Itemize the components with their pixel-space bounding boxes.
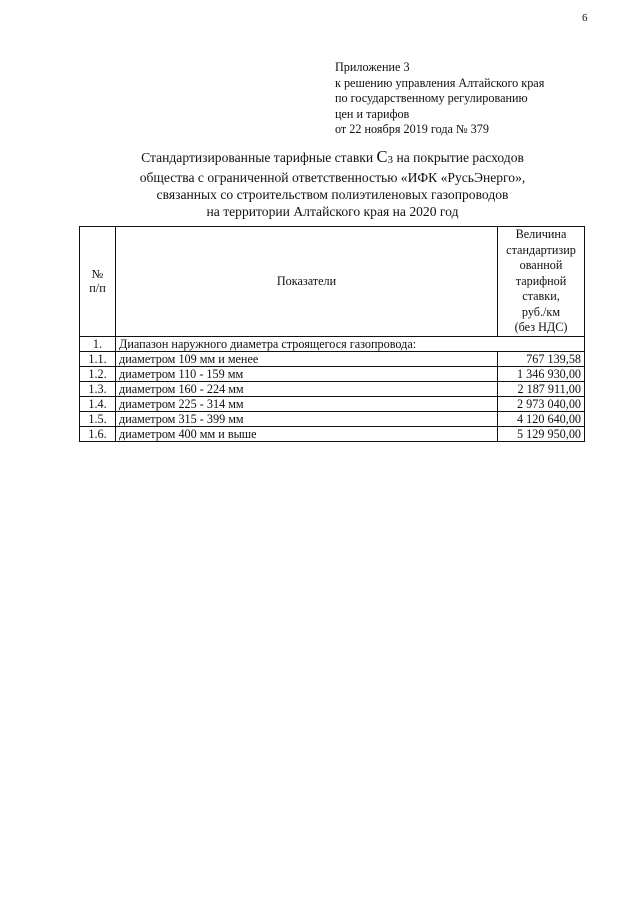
row-indicator: диаметром 400 мм и выше (116, 426, 498, 441)
title-line-1 (80, 148, 585, 169)
header-indicator: Показатели (116, 227, 498, 337)
row-value: 1 346 930,00 (498, 366, 585, 381)
row-value: 2 973 040,00 (498, 396, 585, 411)
row-value: 767 139,58 (498, 351, 585, 366)
appendix-line: Приложение 3 (335, 60, 410, 74)
row-indicator: диаметром 315 - 399 мм (116, 411, 498, 426)
title-line-4: на территории Алтайского края на 2020 год (206, 204, 459, 219)
row-number: 1.1. (80, 351, 116, 366)
row-indicator: диаметром 160 - 224 мм (116, 381, 498, 396)
table-row (80, 426, 585, 441)
tariff-symbol: $С_3$ (376, 147, 394, 166)
appendix-line: цен и тарифов (335, 106, 410, 121)
row-number: 1.4. (80, 396, 116, 411)
row-value: 5 129 950,00 (498, 426, 585, 441)
row-number: 1. (80, 336, 116, 351)
table-row (80, 396, 585, 411)
tariff-table (79, 226, 585, 442)
table-row (80, 366, 585, 381)
appendix-line: от 22 ноября 2019 года № 379 (335, 122, 489, 136)
table-header-row (80, 227, 585, 337)
header-value: Величина стандартизир ованной тарифной ставки, руб./км (без НДС) (498, 227, 585, 337)
row-number: 1.6. (80, 426, 116, 441)
header-number: № п/п (80, 227, 116, 337)
title-line-2: общества с ограниченной ответственностью «ИФК «РусьЭнерго», (139, 170, 526, 185)
row-value: 4 120 640,00 (498, 411, 585, 426)
row-value: 2 187 911,00 (498, 381, 585, 396)
title-line-3: связанных со строительством полиэтиленовых газопроводов (156, 187, 509, 202)
row-indicator: Диапазон наружного диаметра строящегося газопровода: (116, 336, 585, 351)
row-indicator: диаметром 225 - 314 мм (116, 396, 498, 411)
appendix-line: к решению управления Алтайского края (335, 75, 545, 90)
row-number: 1.5. (80, 411, 116, 426)
row-number: 1.2. (80, 366, 116, 381)
table-row (80, 336, 585, 351)
row-number: 1.3. (80, 381, 116, 396)
appendix-line: по государственному регулированию (335, 91, 528, 105)
row-indicator: диаметром 109 мм и менее (116, 351, 498, 366)
document-title (80, 148, 585, 220)
title-text: Стандартизированные тарифные ставки (141, 150, 377, 165)
appendix-block (335, 60, 544, 138)
row-indicator: диаметром 110 - 159 мм (116, 366, 498, 381)
page-number: 6 (582, 12, 588, 24)
title-text: на покрытие расходов (393, 150, 524, 165)
table-row (80, 351, 585, 366)
table-row (80, 411, 585, 426)
table-row (80, 381, 585, 396)
